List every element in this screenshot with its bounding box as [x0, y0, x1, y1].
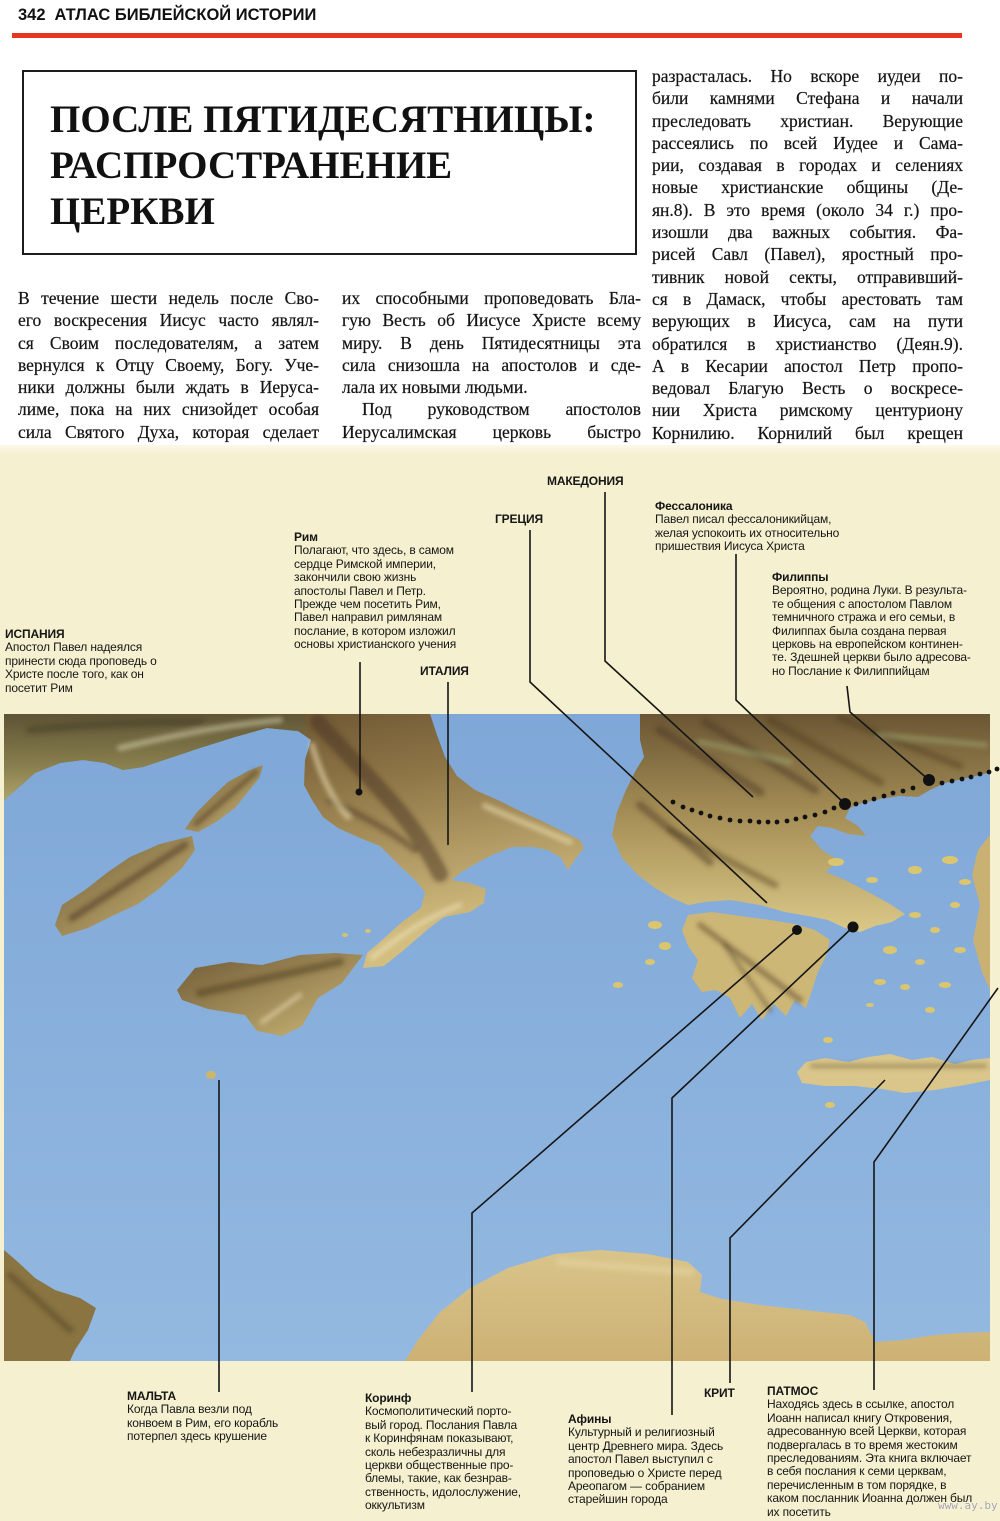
route-dot	[708, 814, 713, 819]
route-dot	[785, 819, 790, 824]
region-label-greece: ГРЕЦИЯ	[495, 512, 543, 526]
callout-line: церковь на европейском континен-	[772, 637, 963, 652]
callout-line: сердце Римской империи,	[294, 556, 436, 571]
route-dot	[969, 775, 974, 780]
route-dot	[766, 820, 771, 825]
text-line: их способными проповедовать Бла-	[342, 288, 641, 308]
callout-line: подвергалась в то время жестоким	[767, 1437, 958, 1452]
text-line: рисей Савл (Павел), яростный про-	[652, 244, 963, 265]
text-line: рии, создавая в городах и селениях	[652, 155, 963, 176]
callout-line: сколь небезразличны для	[365, 1444, 506, 1459]
route-dot	[854, 802, 859, 807]
island-small	[939, 982, 951, 988]
route-dot	[699, 811, 704, 816]
route-dot	[803, 815, 808, 820]
callout-line: желая успокоить их относительно	[655, 525, 840, 540]
callout-title: Коринф	[365, 1391, 412, 1405]
island-small	[950, 902, 960, 908]
island-small	[648, 921, 662, 929]
route-dot	[940, 781, 945, 786]
callout-line: апостол Павел выступил с	[568, 1452, 713, 1467]
callout-line: проповедью о Христе перед	[568, 1465, 722, 1480]
text-line: его воскресения Иисус часто являл-	[18, 310, 319, 331]
text-line: ян.8). В это время (около 34 г.) про-	[652, 199, 963, 220]
route-dot	[882, 794, 887, 799]
island-small	[659, 942, 671, 950]
route-dot	[823, 810, 828, 815]
callout-line: Прежде чем посетить Рим,	[294, 597, 441, 612]
island-small	[866, 1003, 874, 1007]
route-dot	[978, 772, 983, 777]
route-dot	[775, 820, 780, 825]
title-line: РАСПРОСТРАНЕНИЕ	[50, 144, 453, 187]
callout-title: МАЛЬТА	[127, 1389, 176, 1403]
callout-line: Павел писал фессалоникийцам,	[655, 512, 832, 527]
callout-line: старейшин города	[568, 1492, 668, 1507]
route-dot	[748, 819, 753, 824]
callout-line: Апостол Павел надеялся	[5, 640, 143, 655]
callout-body	[568, 1426, 723, 1506]
route-dot	[757, 820, 762, 825]
callout-corinth	[365, 1392, 521, 1513]
callout-line: перечисленным в том порядке, в	[767, 1477, 947, 1492]
callout-line: посетит Рим	[5, 680, 73, 695]
route-dot	[728, 818, 733, 823]
callout-line: каком посланник Иоанна должен был	[767, 1491, 973, 1506]
text-line: новые христианские общины (Де-	[652, 177, 963, 198]
island-small	[342, 933, 348, 937]
callout-line: вый город. Послания Павла	[365, 1417, 518, 1432]
city-marker-rome	[356, 789, 363, 796]
callout-body	[5, 641, 157, 695]
callout-line: блемы, такие, как безнрав-	[365, 1471, 512, 1486]
callout-line: в себя послания к семи церквам,	[767, 1464, 947, 1479]
callout-body	[772, 584, 971, 678]
callout-line: центр Древнего мира. Здесь	[568, 1438, 724, 1453]
title-line: ЦЕРКВИ	[50, 190, 215, 233]
text-line: гую Весть об Иисусе Христе всему	[342, 310, 641, 331]
text-line: ники должны были ждать в Иеруса-	[18, 377, 319, 398]
island-small	[900, 984, 910, 990]
callout-athens	[568, 1413, 723, 1507]
callout-title: Рим	[294, 530, 318, 544]
route-dot	[960, 777, 965, 782]
route-dot	[863, 800, 868, 805]
callout-line: преследованиям. Эта книга включает	[767, 1451, 972, 1466]
callout-line: пришествия Иисуса Христа	[655, 539, 805, 554]
route-dot	[995, 767, 1000, 772]
callout-philippi	[772, 571, 971, 678]
route-dot	[901, 789, 906, 794]
callout-line: адресованную всей Церкви, которая	[767, 1424, 967, 1439]
callout-body	[127, 1403, 278, 1443]
route-dot	[681, 805, 686, 810]
callout-line: те. Здешней церкви было адресова-	[772, 650, 971, 665]
island-small	[959, 879, 971, 885]
text-line: А в Кесарии апостол Петр пропо-	[652, 355, 963, 376]
callout-line: Павел направил римлянам	[294, 610, 442, 625]
callout-line: те общения с апостолом Павлом	[772, 596, 952, 611]
map-terrain	[4, 714, 990, 1361]
text-line: изошли два важных события. Фа-	[652, 222, 963, 243]
route-dot	[911, 786, 916, 791]
route-dot	[832, 806, 837, 811]
text-line: ся в Дамаск, чтобы арестовать там	[652, 288, 963, 309]
city-marker-athens	[848, 922, 859, 933]
callout-body	[655, 513, 839, 553]
callout-line: Вероятно, родина Луки. В результа-	[772, 583, 967, 598]
island-small	[942, 856, 958, 864]
text-line: Иерусалимская церковь быстро	[342, 421, 641, 442]
callout-line: Находясь здесь в ссылке, апостол	[767, 1397, 955, 1412]
callout-malta	[127, 1390, 278, 1444]
island-small	[908, 866, 922, 874]
text-line: разрасталась. Но вскоре иудеи по-	[652, 66, 963, 86]
callout-line: закончили свою жизнь	[294, 570, 417, 585]
text-line: верующих в Иисуса, сам на пути	[652, 311, 963, 332]
region-label-italy: ИТАЛИЯ	[420, 664, 469, 678]
callout-title: ИСПАНИЯ	[5, 627, 65, 641]
callout-title: Фессалоника	[655, 499, 733, 513]
callout-line: Филиппах была создана первая	[772, 623, 947, 638]
page-number: 342	[18, 6, 46, 24]
text-line: били камнями Стефана и начали	[652, 88, 963, 109]
island-small	[823, 1037, 833, 1043]
route-dot	[987, 770, 992, 775]
callout-title: ПАТМОС	[767, 1384, 819, 1398]
island-small	[930, 927, 940, 933]
text-line: преследовать христиан. Верующие	[652, 110, 963, 131]
running-title: АТЛАС БИБЛЕЙСКОЙ ИСТОРИИ	[54, 6, 317, 24]
callout-line: основы христианского учения	[294, 637, 457, 652]
city-marker-philippi	[923, 774, 935, 786]
callout-line: темничного стража и его семьи, в	[772, 610, 956, 625]
island-small	[866, 877, 878, 883]
callout-title: Филиппы	[772, 570, 829, 584]
island-small	[613, 982, 623, 988]
city-marker-thessalonica	[839, 798, 851, 810]
route-dot	[891, 791, 896, 796]
text-line: нии Христа римскому центуриону	[652, 400, 963, 421]
route-dot	[738, 819, 743, 824]
text-line: сила Святого Духа, которая сделает	[18, 421, 319, 442]
callout-line: но Послание к Филиппийцам	[772, 663, 930, 678]
route-dot	[718, 816, 723, 821]
callout-rome	[294, 531, 456, 652]
callout-line: к Коринфянам показывают,	[365, 1431, 514, 1446]
text-line: лиме, пока на них снизойдет особая	[18, 399, 319, 420]
island-malta	[206, 1071, 216, 1079]
text-line: ведовал Благую Весть о воскресе-	[652, 378, 963, 399]
text-line: обратился в христианство (Деян.9).	[652, 333, 963, 354]
callout-spain	[5, 628, 157, 695]
callout-body	[365, 1405, 521, 1512]
text-line: миру. В день Пятидесятницы эта	[342, 332, 641, 353]
region-label-macedonia: МАКЕДОНИЯ	[547, 474, 624, 488]
route-dot	[671, 800, 676, 805]
island-small	[828, 858, 844, 866]
callout-line: Когда Павла везли под	[127, 1402, 252, 1417]
island-small	[365, 929, 371, 933]
callout-line: Христе после того, как он	[5, 667, 144, 682]
route-dot	[813, 813, 818, 818]
callout-line: апостолы Павел и Петр.	[294, 583, 426, 598]
callout-line: принести сюда проповедь о	[5, 653, 157, 668]
city-marker-corinth	[792, 925, 802, 935]
route-dot	[872, 797, 877, 802]
route-dot	[690, 808, 695, 813]
callout-thessalonica	[655, 500, 839, 554]
text-line: ся Своим последователям, а затем	[18, 332, 319, 353]
callout-line: конвоем в Рим, его корабль	[127, 1415, 279, 1430]
island-small	[825, 1102, 835, 1108]
text-line: вернулся к Отцу Своему, Богу. Уче-	[18, 354, 319, 375]
callout-line: послание, в котором изложил	[294, 623, 456, 638]
callout-body	[294, 544, 456, 651]
route-dot	[794, 817, 799, 822]
text-line: Корнилию. Корнилий был крещен	[652, 422, 963, 443]
callout-title: Афины	[568, 1412, 612, 1426]
text-line: лала их новыми людьми.	[342, 377, 528, 398]
title-line: ПОСЛЕ ПЯТИДЕСЯТНИЦЫ:	[50, 98, 596, 141]
text-line: Под руководством апостолов	[362, 399, 641, 420]
island-small	[925, 1007, 935, 1013]
callout-line: Космополитический порто-	[365, 1404, 512, 1419]
callout-line: церкви общественные про-	[365, 1458, 514, 1473]
island-small	[954, 947, 966, 953]
island-small	[909, 912, 921, 918]
callout-line: Полагают, что здесь, в самом	[294, 543, 454, 558]
callout-line: Культурный и религиозный	[568, 1425, 715, 1440]
text-line: сила снизошла на апостолов и сде-	[342, 354, 641, 375]
callout-line: оккультизм	[365, 1498, 425, 1513]
text-line: рассеялись по всей Иудее и Сама-	[652, 132, 963, 153]
callout-line: их посетить	[767, 1504, 831, 1519]
island-small	[915, 959, 925, 965]
callout-line: ственность, идолослужение,	[365, 1484, 521, 1499]
island-small	[883, 946, 897, 954]
text-line: тивник новой секты, отправивший-	[652, 266, 963, 287]
region-label-crete: КРИТ	[704, 1386, 735, 1400]
callout-line: Ареопагом — собранием	[568, 1479, 706, 1494]
island-small	[645, 959, 655, 965]
callout-line: Иоанн написал книгу Откровения,	[767, 1410, 953, 1425]
watermark: www.ay.by	[938, 1499, 998, 1512]
callout-line: потерпел здесь крушение	[127, 1429, 267, 1444]
island-small	[874, 979, 886, 985]
text-line: В течение шести недель после Сво-	[18, 288, 319, 308]
route-dot	[950, 779, 955, 784]
